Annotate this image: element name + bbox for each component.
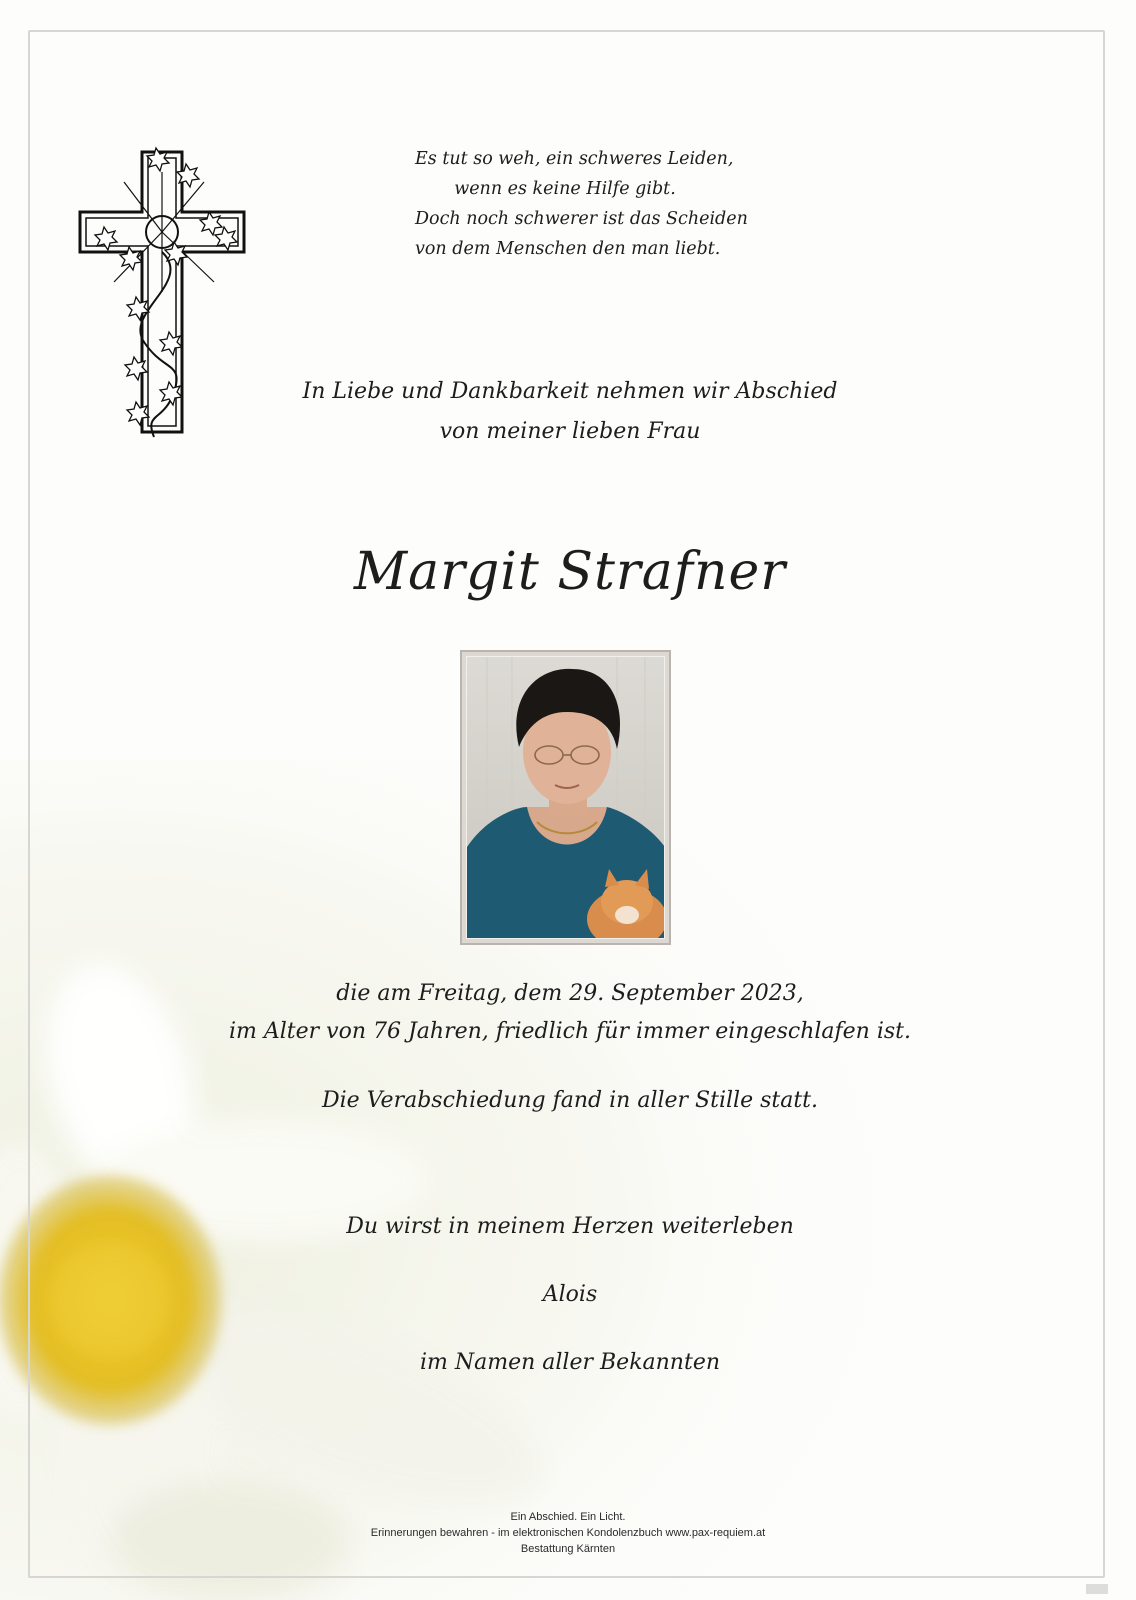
- farewell-text: [170, 372, 970, 452]
- footer-line: Ein Abschied. Ein Licht.: [510, 1511, 626, 1523]
- corner-mark: [1086, 1584, 1108, 1594]
- portrait-photo: [460, 650, 671, 945]
- verse-line: Es tut so weh, ein schweres Leiden,: [415, 149, 734, 169]
- footer-line: Erinnerungen bewahren - im elektronischen Kondolenzbuch www.pax-requiem.at: [370, 1527, 766, 1539]
- death-notice-line: im Alter von 76 Jahren, friedlich für immer eingeschlafen ist.: [228, 1019, 911, 1044]
- footer-line: Bestattung Kärnten: [520, 1543, 616, 1555]
- signature: Alois: [542, 1282, 598, 1307]
- verse-block: [415, 144, 748, 264]
- farewell-line: In Liebe und Dankbarkeit nehmen wir Abschied: [302, 379, 838, 404]
- deceased-name: Margit Strafner: [353, 542, 787, 602]
- farewell-line: von meiner lieben Frau: [439, 419, 701, 444]
- portrait-image: [467, 657, 665, 939]
- death-notice-line: die am Freitag, dem 29. September 2023,: [336, 981, 804, 1006]
- closing-line: Du wirst in meinem Herzen weiterleben: [346, 1214, 794, 1239]
- closing-line: im Namen aller Bekannten: [419, 1350, 721, 1375]
- footer: [268, 1509, 868, 1557]
- ceremony-text: Die Verabschiedung fand in aller Stille statt.: [322, 1088, 818, 1113]
- death-notice: [120, 975, 1020, 1051]
- verse-line: Doch noch schwerer ist das Scheiden: [415, 209, 748, 229]
- verse-line: von dem Menschen den man liebt.: [415, 239, 721, 259]
- verse-line: wenn es keine Hilfe gibt.: [454, 179, 676, 199]
